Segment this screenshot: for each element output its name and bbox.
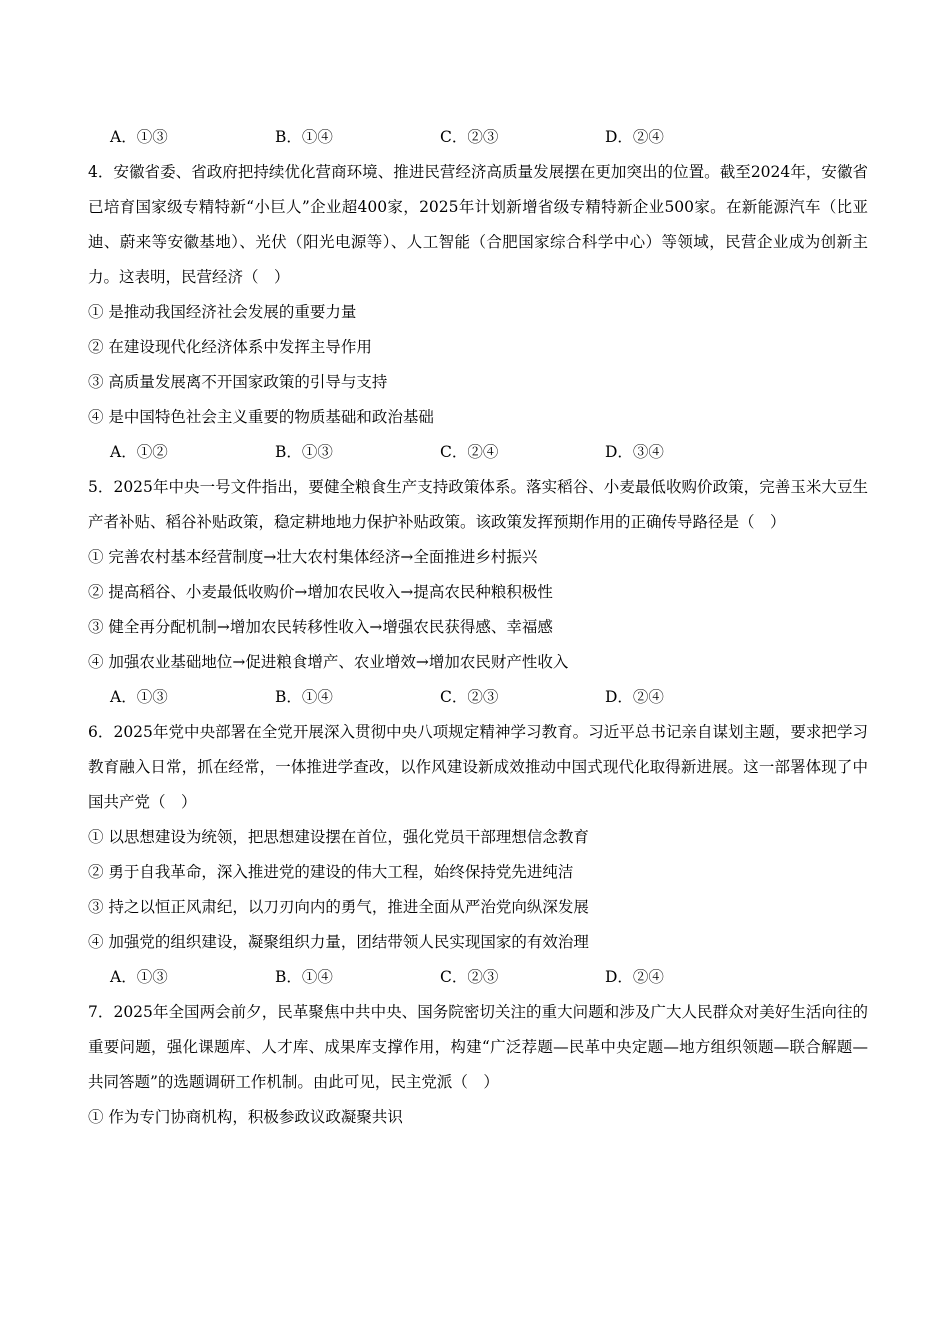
q5-item-2: ② 提高稻谷、小麦最低收购价→增加农民收入→提高农民种粮积极性 (88, 583, 553, 601)
q6-option-a[interactable]: A．①③ (110, 968, 168, 986)
question-7 (88, 995, 868, 1135)
q4-item-1: ① 是推动我国经济社会发展的重要力量 (88, 303, 357, 321)
q3-option-a[interactable]: A．①③ (110, 128, 168, 146)
question-5 (88, 470, 868, 715)
q5-option-d[interactable]: D．②④ (605, 688, 664, 706)
q6-item-3: ③ 持之以恒正风肃纪，以刀刃向内的勇气，推进全面从严治党向纵深发展 (88, 898, 589, 916)
q5-option-a[interactable]: A．①③ (110, 688, 168, 706)
q4-option-d[interactable]: D．③④ (605, 443, 664, 461)
q5-stem: 5．2025年中央一号文件指出，要健全粮食生产支持政策体系。落实稻谷、小麦最低收购价政策，完善玉米大豆生产者补贴、稻谷补贴政策，稳定耕地地力保护补贴政策。该政策发挥预期作用的正确传导路径是（ ） (88, 478, 868, 531)
q4-option-a[interactable]: A．①② (110, 443, 168, 461)
q3-option-d[interactable]: D．②④ (605, 128, 664, 146)
q3-option-c[interactable]: C．②③ (440, 128, 499, 146)
q6-option-c[interactable]: C．②③ (440, 968, 499, 986)
question-4 (88, 155, 868, 470)
q5-option-b[interactable]: B．①④ (275, 688, 333, 706)
q5-option-c[interactable]: C．②③ (440, 688, 499, 706)
q4-item-2: ② 在建设现代化经济体系中发挥主导作用 (88, 338, 372, 356)
q5-options (88, 680, 868, 715)
q3-options (88, 120, 868, 155)
q4-option-c[interactable]: C．②④ (440, 443, 499, 461)
q4-stem: 4．安徽省委、省政府把持续优化营商环境、推进民营经济高质量发展摆在更加突出的位置。截至2024年，安徽省已培育国家级专精特新“小巨人”企业超400家，2025年计划新增省级专精特新企业500家。在新能源汽车（比亚迪、蔚来等安徽基地）、光伏（阳光电源等）、人工智能（合肥国家综合科学中心）等领域，民营企业成为创新主力。这表明，民营经济（ ） (88, 163, 868, 286)
q4-item-4: ④ 是中国特色社会主义重要的物质基础和政治基础 (88, 408, 434, 426)
q4-option-b[interactable]: B．①③ (275, 443, 333, 461)
q3-option-b[interactable]: B．①④ (275, 128, 333, 146)
q6-options (88, 960, 868, 995)
q4-options (88, 435, 868, 470)
q6-item-4: ④ 加强党的组织建设，凝聚组织力量，团结带领人民实现国家的有效治理 (88, 933, 589, 951)
q6-option-d[interactable]: D．②④ (605, 968, 664, 986)
q6-item-2: ② 勇于自我革命，深入推进党的建设的伟大工程，始终保持党先进纯洁 (88, 863, 574, 881)
q5-item-1: ① 完善农村基本经营制度→壮大农村集体经济→全面推进乡村振兴 (88, 548, 538, 566)
exam-page (88, 120, 868, 1135)
q6-option-b[interactable]: B．①④ (275, 968, 333, 986)
question-6 (88, 715, 868, 995)
q5-item-4: ④ 加强农业基础地位→促进粮食增产、农业增效→增加农民财产性收入 (88, 653, 569, 671)
q7-item-1: ① 作为专门协商机构，积极参政议政凝聚共识 (88, 1108, 403, 1126)
q6-item-1: ① 以思想建设为统领，把思想建设摆在首位，强化党员干部理想信念教育 (88, 828, 589, 846)
q5-item-3: ③ 健全再分配机制→增加农民转移性收入→增强农民获得感、幸福感 (88, 618, 553, 636)
q6-stem: 6．2025年党中央部署在全党开展深入贯彻中央八项规定精神学习教育。习近平总书记亲自谋划主题，要求把学习教育融入日常，抓在经常，一体推进学查改，以作风建设新成效推动中国式现代化取得新进展。这一部署体现了中国共产党（ ） (88, 723, 868, 811)
q4-item-3: ③ 高质量发展离不开国家政策的引导与支持 (88, 373, 388, 391)
q7-stem: 7．2025年全国两会前夕，民革聚焦中共中央、国务院密切关注的重大问题和涉及广大人民群众对美好生活向往的重要问题，强化课题库、人才库、成果库支撑作用，构建“广泛荐题—民革中央定题—地方组织领题—联合解题—共同答题”的选题调研工作机制。由此可见，民主党派（ ） (88, 1003, 868, 1091)
